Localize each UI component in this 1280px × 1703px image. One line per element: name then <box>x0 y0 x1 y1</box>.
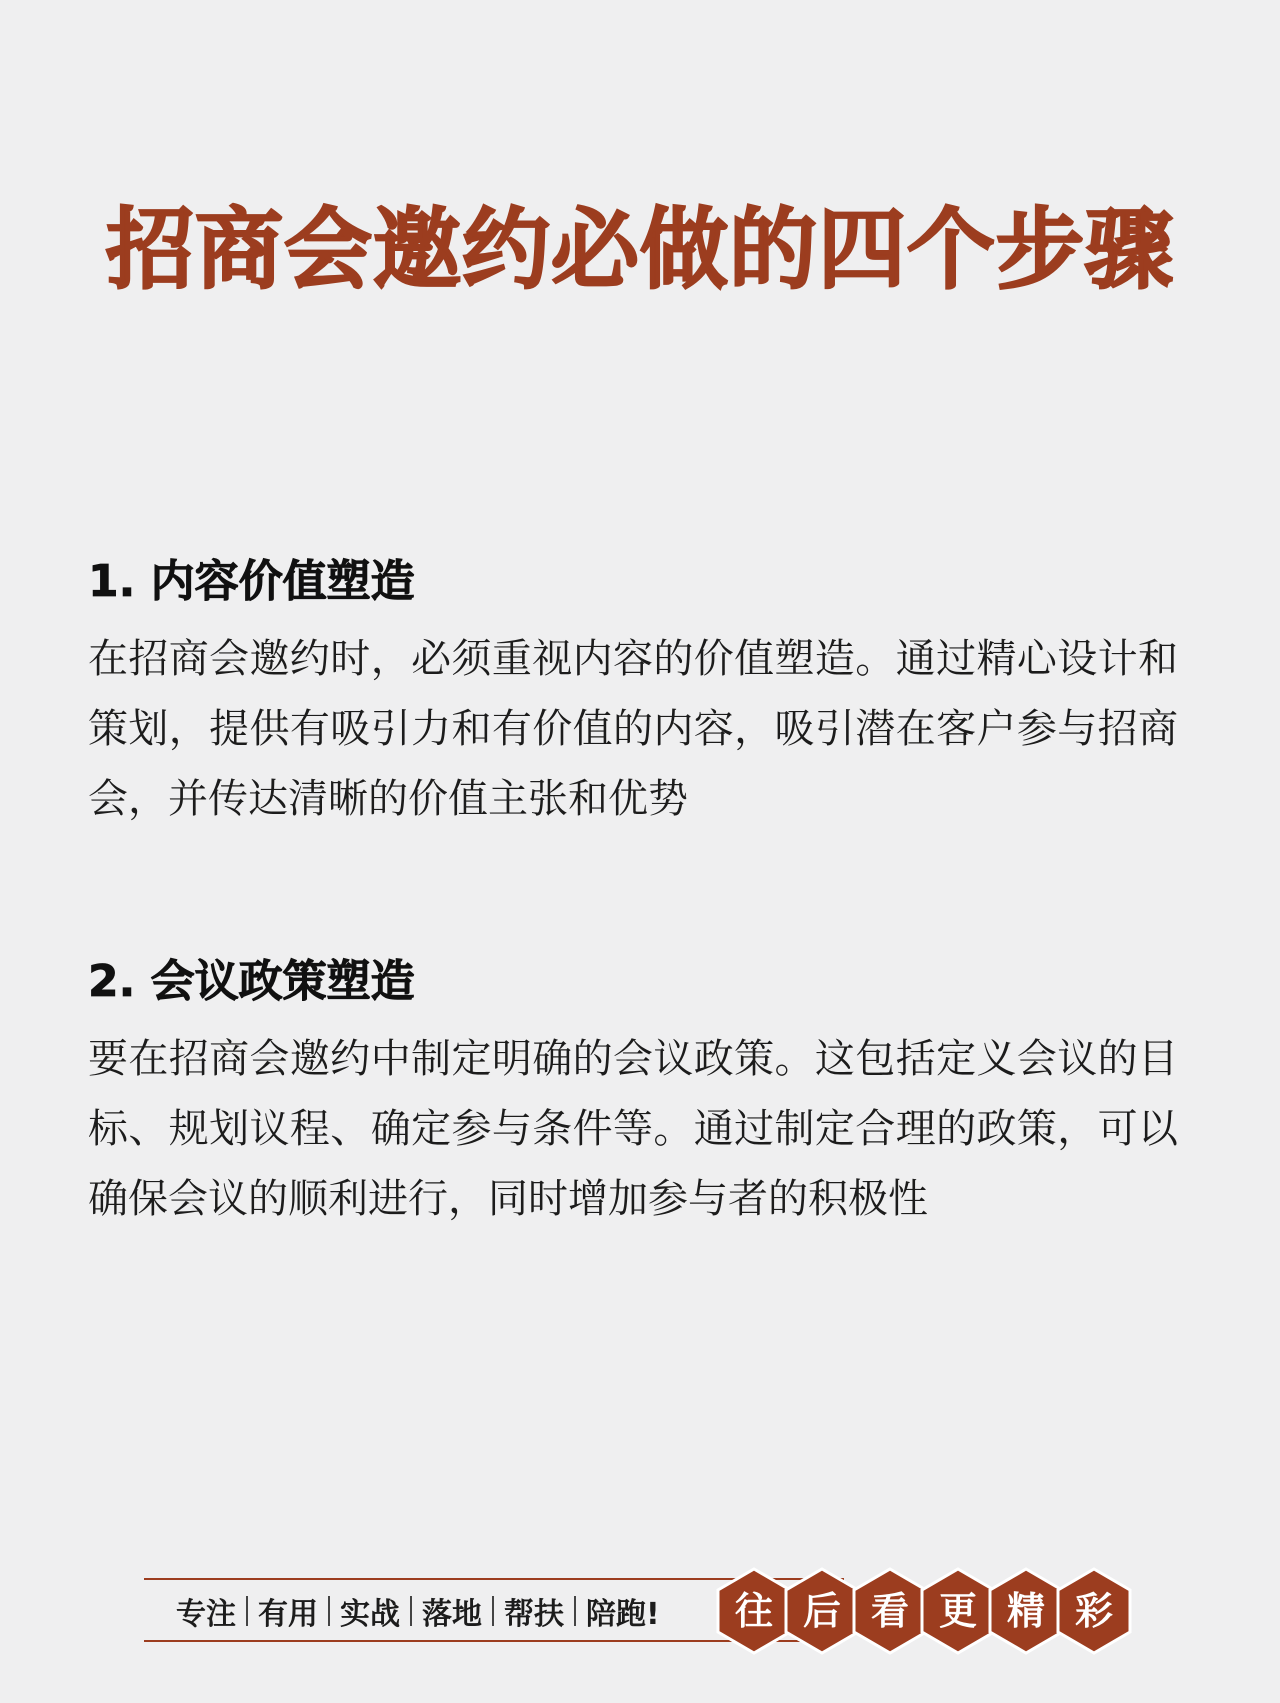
section-meeting-policy <box>88 952 1178 1234</box>
slogan-word: 专注 <box>176 1597 236 1632</box>
hex-char: 看 <box>870 1589 909 1633</box>
slogan-separator <box>328 1596 330 1626</box>
hex-tile <box>784 1567 860 1655</box>
page-title: 招商会邀约必做的四个步骤 <box>105 198 1174 301</box>
slogan-separator <box>246 1596 248 1626</box>
hex-char: 往 <box>734 1589 773 1633</box>
slogan-word: 有用 <box>258 1597 318 1632</box>
slogan-word: 实战 <box>340 1597 400 1632</box>
see-more-hex-group <box>712 1556 1140 1666</box>
hex-char: 精 <box>1006 1589 1045 1633</box>
hex-char: 后 <box>802 1589 841 1633</box>
hex-char: 更 <box>938 1589 977 1633</box>
section-body: 要在招商会邀约中制定明确的会议政策。这包括定义会议的目标、规划议程、确定参与条件等。通过制定合理的政策，可以确保会议的顺利进行，同时增加参与者的积极性 <box>88 1036 1178 1222</box>
slogan-separator <box>410 1596 412 1626</box>
hex-char: 彩 <box>1074 1589 1113 1633</box>
hex-tile <box>988 1567 1064 1655</box>
section-heading: 2. 会议政策塑造 <box>88 956 415 1007</box>
section-body: 在招商会邀约时，必须重视内容的价值塑造。通过精心设计和策划，提供有吸引力和有价值的内容，吸引潜在客户参与招商会，并传达清晰的价值主张和优势 <box>88 636 1178 822</box>
hex-tile <box>716 1567 792 1655</box>
slogan-word: 帮扶 <box>504 1597 564 1632</box>
hex-tile <box>852 1567 928 1655</box>
slogan-word: 陪跑! <box>586 1597 660 1632</box>
slogan-separator <box>492 1596 494 1626</box>
hex-tile <box>1056 1567 1132 1655</box>
footer-slogan <box>176 1586 660 1636</box>
hex-tile <box>920 1567 996 1655</box>
slogan-separator <box>574 1596 576 1626</box>
section-heading: 1. 内容价值塑造 <box>88 556 415 607</box>
footer-banner <box>140 1556 1140 1666</box>
slogan-word: 落地 <box>422 1597 482 1632</box>
section-content-value <box>88 552 1178 834</box>
